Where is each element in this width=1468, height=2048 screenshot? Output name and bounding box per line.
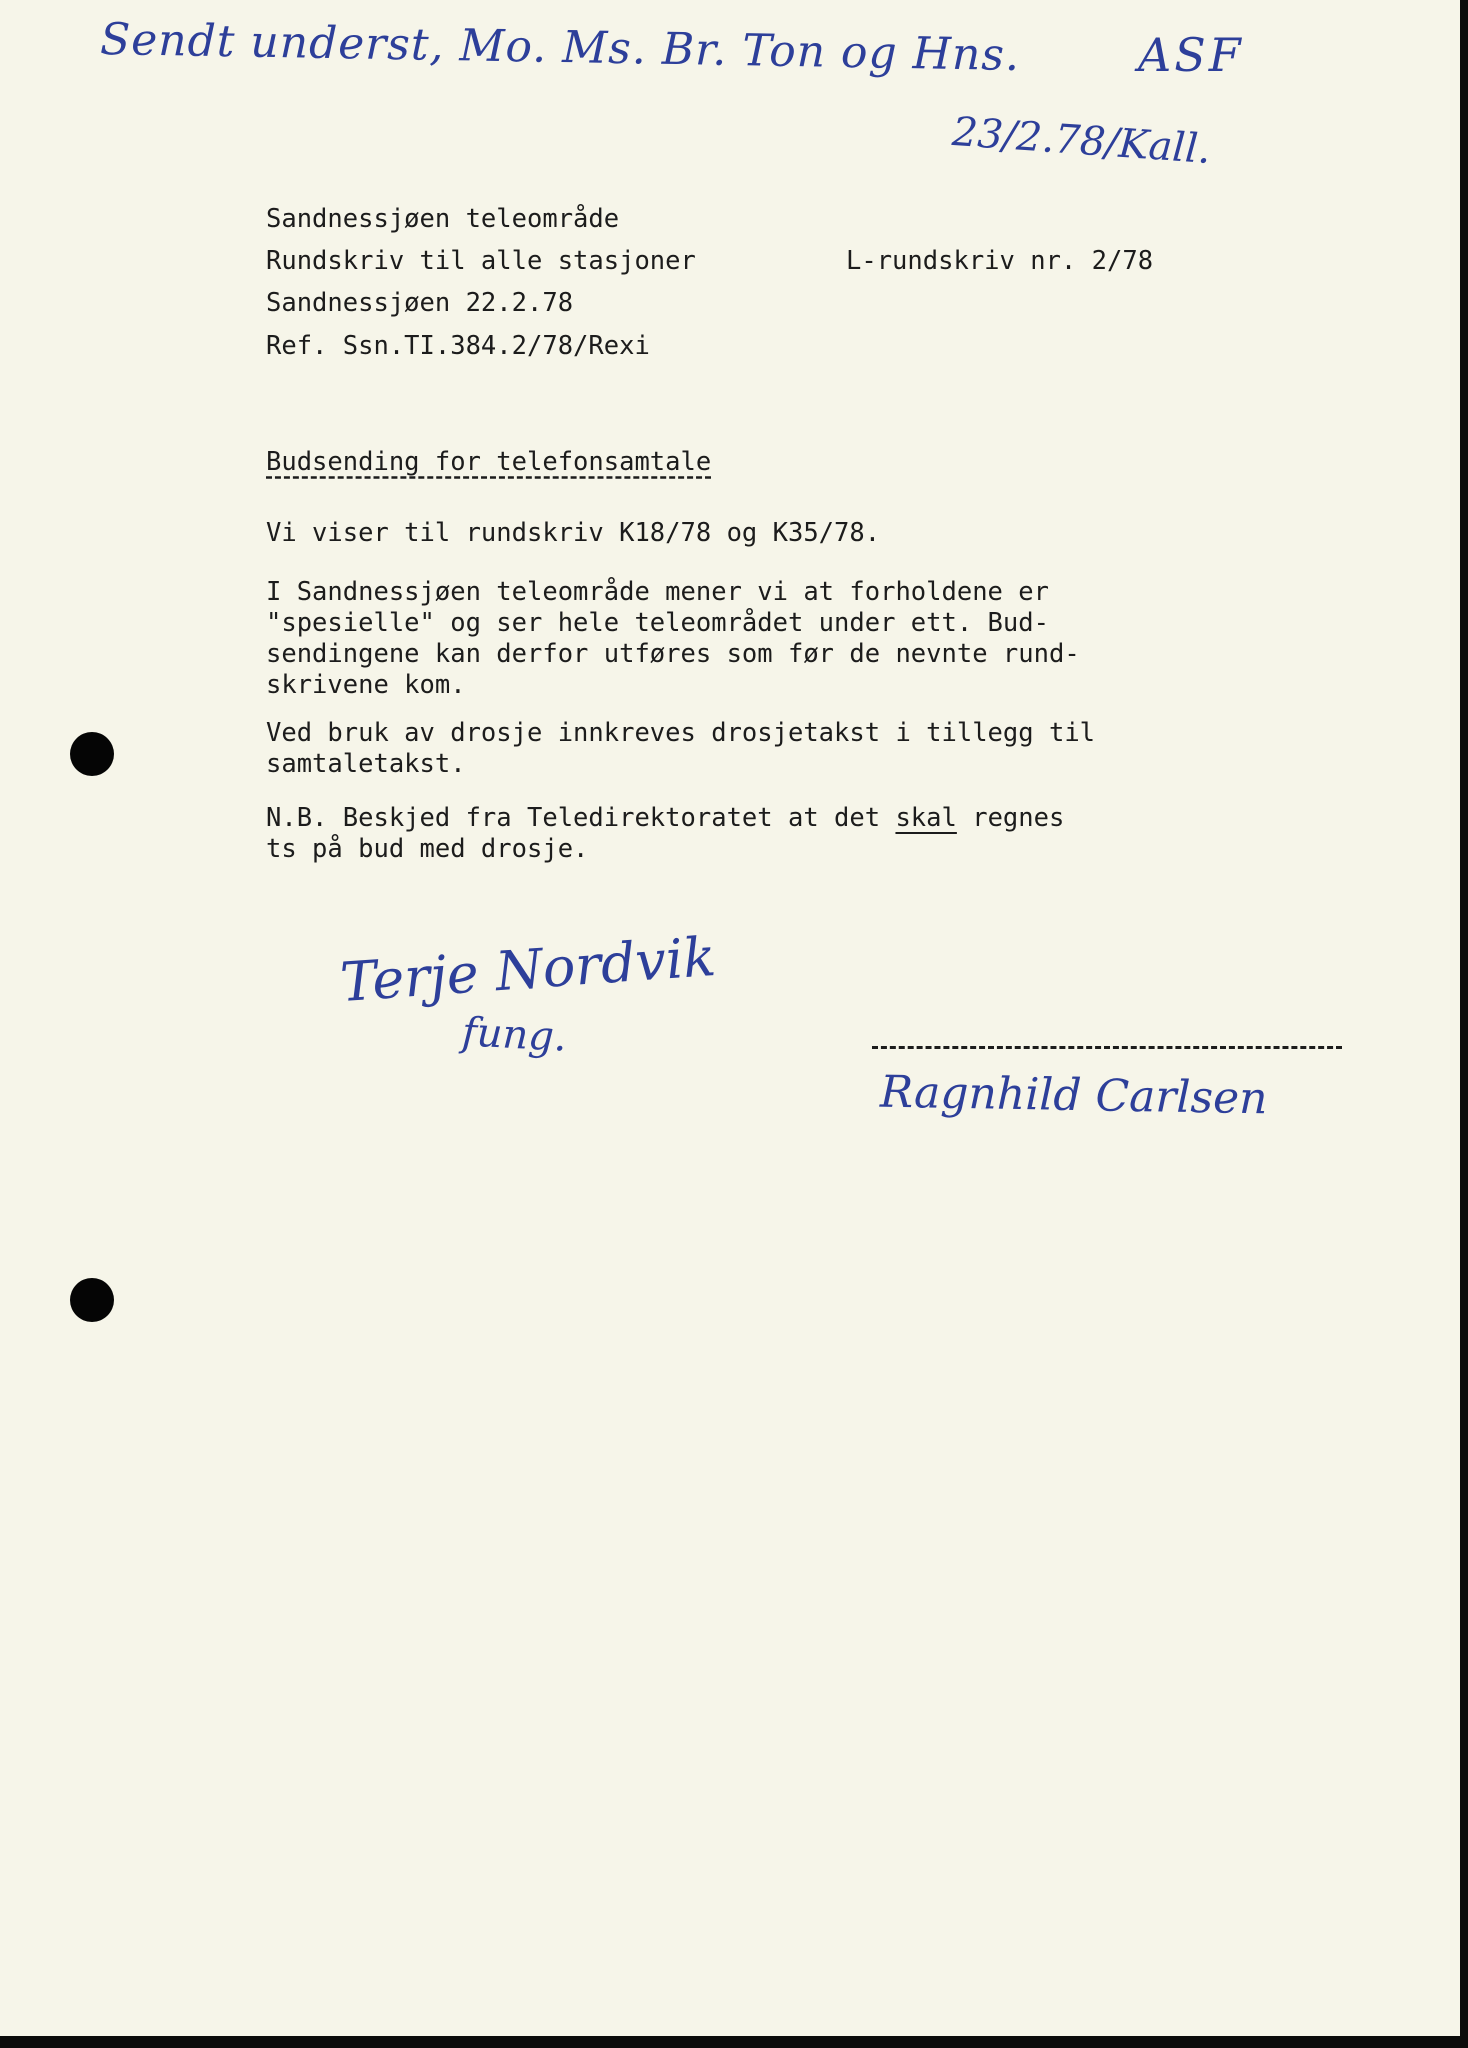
body-paragraph-1: Vi viser til rundskriv K18/78 og K35/78. (266, 518, 881, 548)
header-office: Sandnessjøen teleområde (266, 204, 620, 234)
handwritten-distribution-note: Sendt underst, Mo. Ms. Br. Ton og Hns. (99, 13, 1021, 82)
signature-right: Ragnhild Carlsen (879, 1066, 1268, 1125)
signature-left-title: fung. (460, 1009, 568, 1061)
body-paragraph-4 (266, 803, 1064, 865)
nb-text-start: N.B. Beskjed fra Teledirektoratet at det (266, 803, 896, 833)
handwritten-date-note: 23/2.78/Kall. (950, 109, 1213, 173)
nb-text-end: regnes ts på bud med drosje. (266, 803, 1065, 864)
header-reference: Ref. Ssn.TI.384.2/78/Rexi (266, 331, 650, 361)
punch-hole-top (70, 732, 114, 776)
signature-left: Terje Nordvik (338, 924, 718, 1015)
emphasis-skal: skal (895, 803, 957, 833)
signature-line (872, 1046, 1342, 1049)
body-paragraph-2: I Sandnessjøen teleområde mener vi at forholdene er "spesielle" og ser hele teleområdet under ett. Bud- sendingene kan derfor utføres som før de nevnte rund- skrivene kom. (266, 577, 1080, 700)
circular-number: L-rundskriv nr. 2/78 (846, 246, 1154, 276)
subject-heading: Budsending for telefonsamtale (266, 447, 712, 477)
header-place-date: Sandnessjøen 22.2.78 (266, 288, 574, 318)
body-paragraph-3: Ved bruk av drosje innkreves drosjetakst i tillegg til samtaletakst. (266, 718, 1096, 779)
handwritten-initials: ASF (1138, 28, 1244, 82)
punch-hole-bottom (70, 1278, 114, 1322)
header-recipients: Rundskriv til alle stasjoner (266, 246, 696, 276)
